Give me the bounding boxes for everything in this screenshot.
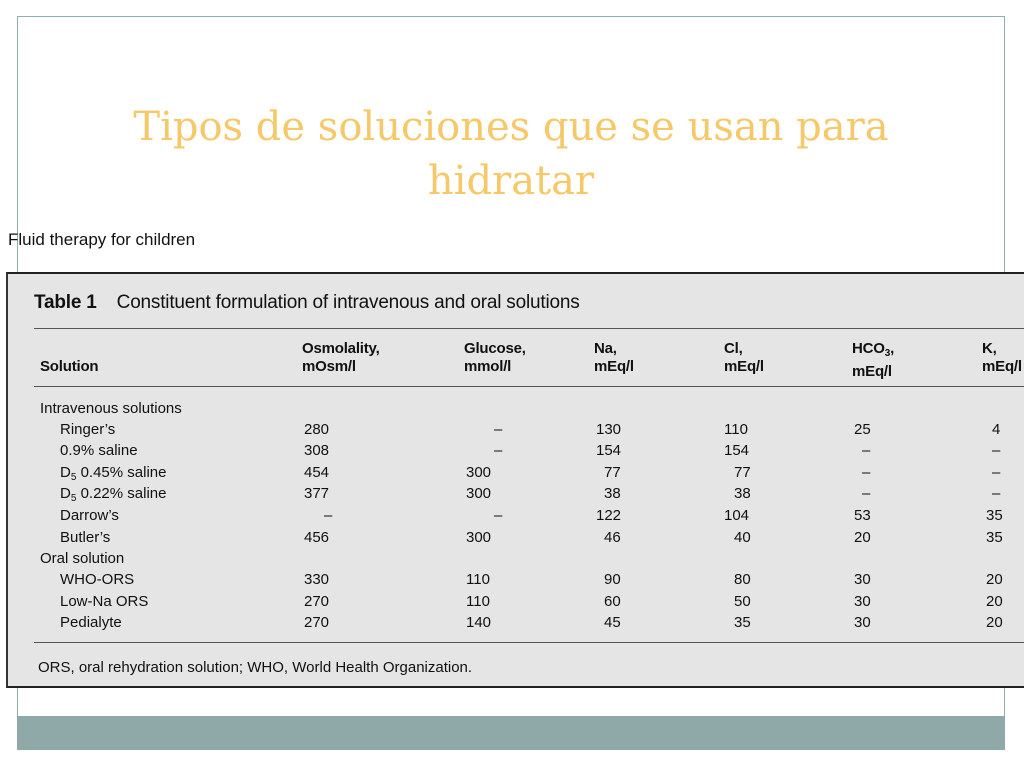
- slide-title: [17, 100, 1005, 208]
- cell-cl: 154: [724, 442, 750, 459]
- table-row: [8, 419, 1024, 440]
- cell-solution: 0.9% saline: [60, 442, 138, 459]
- table-caption: [34, 292, 580, 314]
- cell-cl: 110: [724, 421, 748, 438]
- cell-solution: Ringer’s: [60, 421, 116, 438]
- cell-solution: $D_5$ 0.45% saline: [60, 464, 167, 483]
- cell-osmolality: 330: [304, 571, 330, 588]
- cell-k: 35: [986, 529, 1003, 546]
- cell-hco3: 30: [854, 593, 871, 610]
- table-row: [8, 440, 1024, 461]
- formulation-table: [6, 272, 1024, 688]
- col-header-na: Na, mEq/l: [594, 340, 634, 375]
- cell-solution: WHO-ORS: [60, 571, 135, 588]
- cell-solution: Pedialyte: [60, 614, 122, 631]
- cell-glucose: 300: [466, 529, 492, 546]
- cell-k: 20: [986, 571, 1003, 588]
- table-rule-header: [34, 386, 1024, 387]
- col-header-glucose: Glucose, mmol/l: [464, 340, 526, 375]
- cell-osmolality: 456: [304, 529, 330, 546]
- cell-hco3: 25: [854, 421, 871, 438]
- cell-glucose: –: [494, 421, 503, 438]
- cell-cl: 77: [734, 464, 751, 481]
- group-label: Oral solution: [40, 550, 125, 567]
- cell-na: 60: [604, 593, 621, 610]
- cell-na: 130: [596, 421, 622, 438]
- cell-osmolality: 308: [304, 442, 330, 459]
- table-rule-top: [34, 328, 1024, 329]
- cell-hco3: 30: [854, 614, 871, 631]
- col-header-solution: Solution: [40, 358, 99, 375]
- cell-cl: 40: [734, 529, 751, 546]
- source-header: Fluid therapy for children: [8, 230, 196, 249]
- col-header-hco3: $HCO_3$, mEq/l: [852, 340, 895, 380]
- cell-na: 154: [596, 442, 622, 459]
- cell-na: 45: [604, 614, 621, 631]
- cell-glucose: 140: [466, 614, 492, 631]
- cell-glucose: 300: [466, 485, 492, 502]
- cell-glucose: 110: [466, 571, 490, 588]
- cell-osmolality: 377: [304, 485, 330, 502]
- cell-hco3: –: [862, 485, 871, 502]
- table-row: [8, 462, 1024, 483]
- slide-footer-band: [17, 716, 1005, 750]
- col-header-cl: Cl, mEq/l: [724, 340, 764, 375]
- table-footnote: ORS, oral rehydration solution; WHO, World Health Organization.: [38, 659, 473, 676]
- cell-hco3: 30: [854, 571, 871, 588]
- table-row: [8, 591, 1024, 612]
- cell-na: 122: [596, 507, 622, 524]
- cell-glucose: –: [494, 442, 503, 459]
- group-row-oral: [8, 548, 1024, 569]
- cell-solution: Butler’s: [60, 529, 111, 546]
- cell-k: –: [992, 442, 1001, 459]
- cell-k: 20: [986, 593, 1003, 610]
- cell-k: 4: [992, 421, 1001, 438]
- cell-cl: 80: [734, 571, 751, 588]
- cell-solution: Low-Na ORS: [60, 593, 149, 610]
- cell-osmolality: 454: [304, 464, 330, 481]
- slide-title-line-2: hidratar: [427, 158, 595, 204]
- cell-na: 46: [604, 529, 621, 546]
- cell-solution: Darrow’s: [60, 507, 119, 524]
- cell-glucose: 300: [466, 464, 492, 481]
- cell-k: 35: [986, 507, 1003, 524]
- cell-osmolality: –: [324, 507, 333, 524]
- table-row: [8, 569, 1024, 590]
- cell-osmolality: 270: [304, 614, 330, 631]
- cell-cl: 50: [734, 593, 751, 610]
- table-row: [8, 612, 1024, 633]
- cell-hco3: –: [862, 464, 871, 481]
- cell-cl: 35: [734, 614, 751, 631]
- cell-glucose: –: [494, 507, 503, 524]
- cell-na: 77: [604, 464, 621, 481]
- col-header-k: K, mEq/l: [982, 340, 1022, 375]
- cell-solution: $D_5$ 0.22% saline: [60, 485, 167, 504]
- table-label: Table 1: [34, 292, 97, 313]
- cell-hco3: 20: [854, 529, 871, 546]
- cell-k: 20: [986, 614, 1003, 631]
- group-label: Intravenous solutions: [40, 400, 182, 417]
- col-header-osmolality: Osmolality, mOsm/l: [302, 340, 380, 375]
- cell-cl: 104: [724, 507, 750, 524]
- slide-title-line-1: Tipos de soluciones que se usan para: [133, 104, 889, 150]
- cell-osmolality: 270: [304, 593, 330, 610]
- table-caption-text: Constituent formulation of intravenous and oral solutions: [116, 292, 580, 313]
- cell-glucose: 110: [466, 593, 490, 610]
- cell-na: 38: [604, 485, 621, 502]
- cell-k: –: [992, 485, 1001, 502]
- cell-hco3: –: [862, 442, 871, 459]
- cell-k: –: [992, 464, 1001, 481]
- table-rule-bottom: [34, 642, 1024, 643]
- cell-osmolality: 280: [304, 421, 330, 438]
- cell-hco3: 53: [854, 507, 871, 524]
- table-row: [8, 483, 1024, 504]
- group-row-intravenous: [8, 398, 1024, 419]
- table-row: [8, 505, 1024, 526]
- cell-na: 90: [604, 571, 621, 588]
- table-row: [8, 527, 1024, 548]
- cell-cl: 38: [734, 485, 751, 502]
